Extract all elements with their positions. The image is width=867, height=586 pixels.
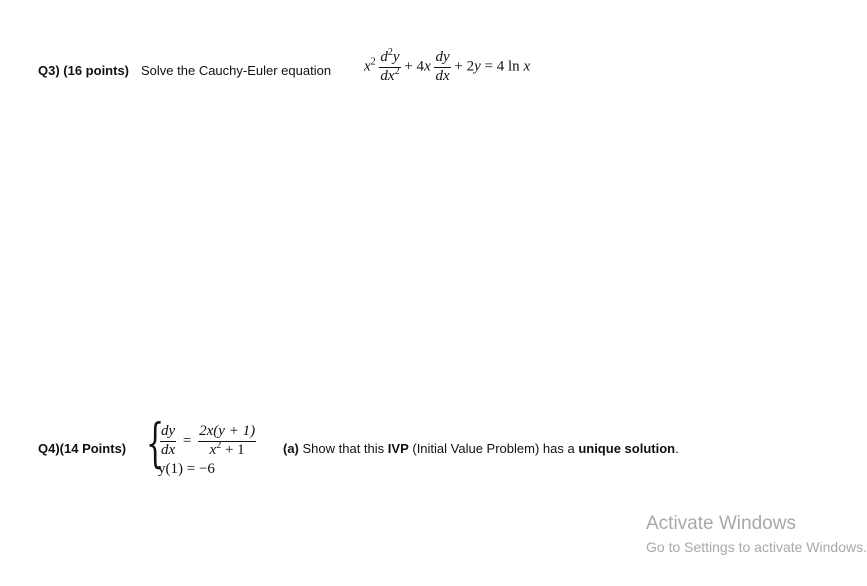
q4-initial-condition: y(1) = −6 (158, 461, 215, 477)
q3-y: y (474, 58, 481, 75)
q4-system-brace: { (146, 414, 165, 474)
q3-frac2-dy: dy (435, 49, 450, 65)
activate-windows-subtitle[interactable]: Go to Settings to activate Windows. (646, 539, 867, 555)
q4-rhs-den-x: x (209, 441, 217, 458)
q4-rhs-num: 2x(y + 1) (199, 423, 256, 439)
q3-coef2: x (424, 58, 431, 75)
q4-dy-dx (160, 424, 176, 459)
q3-equals-ln: = 4 ln (480, 58, 524, 75)
q3-frac1-y: y (392, 49, 400, 65)
q4-part-a-ivp: IVP (387, 441, 409, 456)
q4-equals: = (182, 432, 192, 449)
q3-frac1-dx-exp: 2 (394, 65, 400, 77)
q3-plus-two: + 2 (450, 58, 475, 75)
q4-part-a-text1: Show that this (298, 441, 388, 456)
q3-frac2-dx: dx (435, 67, 450, 84)
q3-first-derivative (434, 50, 450, 85)
q3-coef1-exp: 2 (370, 56, 376, 68)
q3-equation (364, 47, 531, 85)
q3-x-end: x (523, 58, 531, 75)
q4-part-a-end: . (675, 441, 679, 456)
q4-part-a-unique: unique solution (578, 441, 676, 456)
activate-windows-title: Activate Windows (646, 513, 796, 534)
q4-part-a-prefix: (a) (283, 441, 299, 456)
q3-label: Q3) (16 points) (38, 63, 130, 78)
q3-instruction: Solve the Cauchy-Euler equation (141, 63, 332, 78)
q4-rhs-den-rest: + 1 (221, 441, 245, 458)
q3-coef1: x (364, 58, 371, 75)
q4-rhs (198, 424, 256, 459)
q3-frac1-dx: dx (380, 67, 395, 84)
q3-second-derivative (379, 47, 400, 85)
q4-part-a (283, 441, 679, 456)
q4-part-a-text2: (Initial Value Problem) has a (408, 441, 579, 456)
q4-rhs-den-exp: 2 (216, 439, 222, 451)
q4-ode (160, 424, 256, 459)
q3-frac1-d: d (380, 49, 388, 65)
q4-dx: dx (161, 441, 176, 458)
q4-label: Q4)(14 Points) (38, 441, 127, 456)
q3-frac1-d-exp: 2 (387, 47, 393, 58)
q3-plus-four: + 4 (400, 58, 425, 75)
q4-dy: dy (161, 423, 176, 439)
